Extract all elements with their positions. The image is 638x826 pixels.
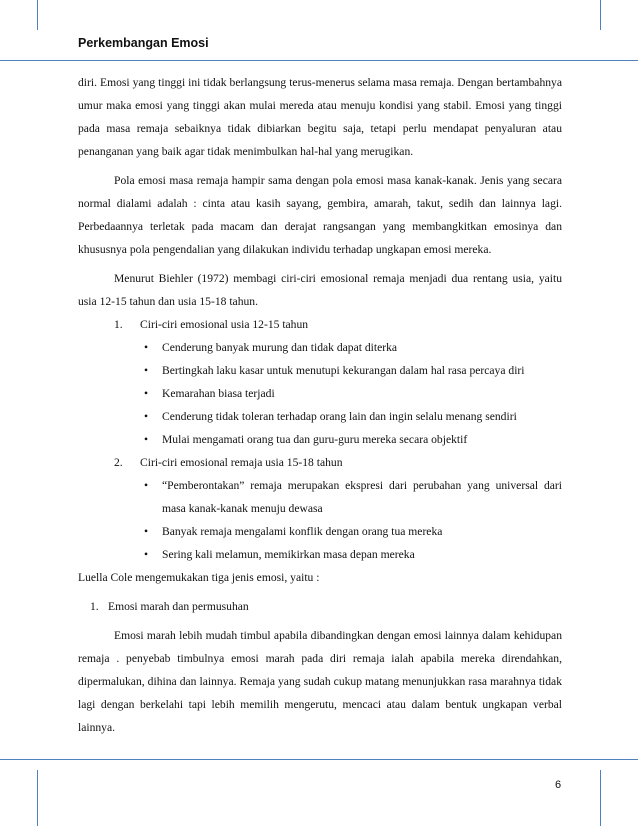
frame-right-top [600,0,601,30]
bullet-icon: • [144,433,149,446]
frame-right-bottom [600,770,601,826]
paragraph-2: Pola emosi masa remaja hampir sama dengan pola emosi masa kanak-kanak. Jenis yang secara normal dialami adalah : cinta atau kasih sayang, gembira, amarah, takut, sedih dan lainnya lagi. Perbedaannya terletak pada macam dan derajat rangsangan yang membangkitkan emosinya dan khususnya pola pengendalian yang dilakukan individu terhadap ungkapan emosi mereka. [78,174,562,256]
bullet-icon: • [144,341,149,354]
header-title: Perkembangan Emosi [78,36,209,50]
list-item-title: Emosi marah dan permusuhan [108,600,249,613]
footer-rule [0,759,638,760]
bullet-icon: • [144,479,149,492]
bullet-icon: • [144,364,149,377]
list-number: 1. [114,318,123,331]
biehler-list [78,313,562,566]
list-item-title: Ciri-ciri emosional remaja usia 15-18 tahun [140,456,343,469]
bullet-item: • Cenderung tidak toleran terhadap orang lain dan ingin selalu menang sendiri [78,405,562,428]
bullet-item: • Kemarahan biasa terjadi [78,382,562,405]
bullet-item: • Mulai mengamati orang tua dan guru-guru mereka secara objektif [78,428,562,451]
bullet-icon: • [144,410,149,423]
list-item [78,313,562,336]
page-number: 6 [555,779,562,791]
emotion-type-item [78,595,562,618]
bullet-list [78,336,562,451]
list-item [78,451,562,474]
frame-left-top [37,0,38,30]
bullet-item: • “Pemberontakan” remaja merupakan ekspresi dari perubahan yang universal dari masa kanak-kanak menuju dewasa [78,474,562,520]
frame-left-bottom [37,770,38,826]
paragraph-4: Luella Cole mengemukakan tiga jenis emosi, yaitu : [78,571,320,584]
list-number: 2. [114,456,123,469]
bullet-list [78,474,562,566]
bullet-item: • Cenderung banyak murung dan tidak dapat diterka [78,336,562,359]
paragraph-3: Menurut Biehler (1972) membagi ciri-ciri emosional remaja menjadi dua rentang usia, yaitu usia 12-15 tahun dan usia 15-18 tahun. [78,272,562,308]
bullet-item: • Sering kali melamun, memikirkan masa depan mereka [78,543,562,566]
paragraph-5: Emosi marah lebih mudah timbul apabila dibandingkan dengan emosi lainnya dalam kehidupan remaja . penyebab timbulnya emosi marah pada diri remaja ialah apabila mereka direndahkan, dipermalukan, dihina dan lainnya. Remaja yang sudah cukup matang menunjukkan rasa marahnya tidak lagi dengan berkelahi tapi lebih memilih mengerutu, mencaci atau dalam bentuk ungkapan verbal lainnya. [78,629,562,734]
header-rule [0,60,638,61]
bullet-item: • Bertingkah laku kasar untuk menutupi kekurangan dalam hal rasa percaya diri [78,359,562,382]
bullet-icon: • [144,525,149,538]
document-body [78,71,562,739]
paragraph-1: diri. Emosi yang tinggi ini tidak berlangsung terus-menerus selama masa remaja. Dengan bertambahnya umur maka emosi yang tinggi akan mulai mereda atau menuju kondisi yang stabil. Emosi yang tinggi pada masa remaja sebaiknya tidak dibiarkan begitu saja, tetapi perlu mendapat penyaluran atau penanganan yang baik agar tidak menimbulkan hal-hal yang merugikan. [78,76,562,158]
list-number: 1. [90,600,99,613]
bullet-icon: • [144,548,149,561]
list-item-title: Ciri-ciri emosional usia 12-15 tahun [140,318,309,331]
bullet-item: • Banyak remaja mengalami konflik dengan orang tua mereka [78,520,562,543]
bullet-icon: • [144,387,149,400]
